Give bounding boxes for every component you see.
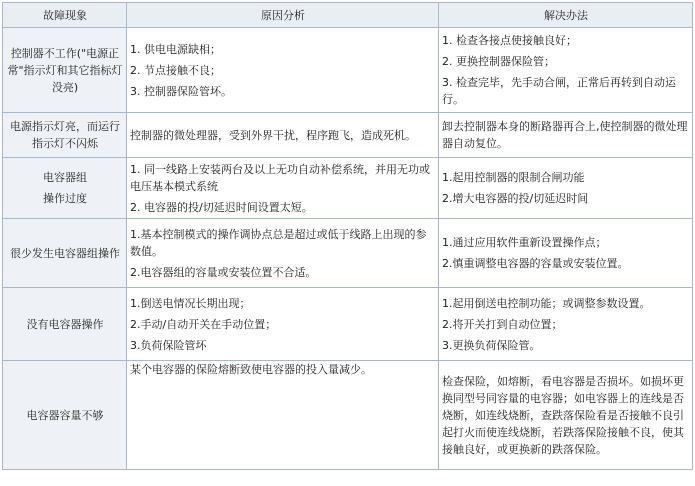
phenomenon-cell: 电容器容量不够 [3,361,127,470]
phenomenon-cell: 控制器不工作("电源正常"指示灯和其它指标灯没亮) [3,28,127,113]
solution-cell [439,28,693,113]
solution-item: 2. 更换控制器保险管； [442,55,555,68]
cause-item: 3.负荷保险管坏 [130,338,207,352]
solution-item: 1. 检查各接点使接触良好； [442,34,577,47]
phenomenon-cell: 很少发生电容器组操作 [3,219,127,288]
solution-cell [439,113,693,158]
solution-item: 2.增大电容器的投/切延迟时间 [442,192,589,205]
header-solution: 解决办法 [439,3,693,28]
table-row [3,158,693,219]
cause-item: 3. 控制器保险管坏。 [130,84,232,98]
cause-item: 2. 电容器的投/切延迟时间设置太短。 [130,200,313,214]
cause-item: 某个电容器的保险熔断致使电容器的投入量减少。 [130,363,372,376]
cause-item: 控制器的微处理器，受到外界干扰，程序跑飞，造成死机。 [130,128,416,142]
cause-item: 1. 供电电源缺相； [130,42,221,56]
solution-item: 检查保险，如熔断，看电容器是否损坏。如损坏更换同型号同容量的电容器；如电容器上的连线是否烧断，如连线烧断，查跌落保险看是否接触不良引起打火而使连线烧断，若跌落保险接触不良，使其接触良好，或更换新的跌落保险。 [442,374,684,456]
solution-item: 卸去控制器本身的断路器再合上,使控制器的微处理器自动复位。 [442,120,688,150]
cause-cell [127,158,439,219]
solution-item: 1.通过应用软件重新设置操作点； [442,236,607,249]
solution-item: 2.将开关打到自动位置； [442,317,563,331]
fault-table [2,2,693,470]
cause-cell [127,219,439,288]
header-phenomenon: 故障现象 [3,3,127,28]
table-row [3,28,693,113]
phenomenon-cell [3,158,127,219]
cause-item: 1.倒送电情况长期出现； [130,296,251,310]
phenomenon-line: 电容器组 [43,171,87,184]
cause-item: 1.基本控制模式的操作调协点总是超过或低于线路上出现的参数值。 [130,227,427,258]
cause-item: 2. 节点接触不良； [130,63,221,77]
solution-item: 3.更换负荷保险管。 [442,338,541,352]
phenomenon-line: 操作过度 [43,192,87,205]
cause-cell [127,288,439,361]
phenomenon-cell: 电源指示灯亮，而运行指示灯不闪烁 [3,113,127,158]
cause-cell [127,28,439,113]
header-cause: 原因分析 [127,3,439,28]
solution-cell [439,288,693,361]
cause-item: 2.电容器组的容量或安装位置不合适。 [130,265,317,279]
phenomenon-cell: 没有电容器操作 [3,288,127,361]
table-row [3,113,693,158]
solution-item: 3. 检查完毕，先手动合闸，正常后再转到自动运行。 [442,76,676,106]
cause-item: 2.手动/自动开关在手动位置； [130,317,277,331]
cause-cell [127,113,439,158]
cause-cell [127,361,439,470]
table-row [3,288,693,361]
solution-item: 2.慎重调整电容器的容量或安装位置。 [442,257,629,270]
solution-item: 1.起用倒送电控制功能；或调整参数设置。 [442,296,651,310]
solution-cell [439,158,693,219]
table-row [3,219,693,288]
cause-item: 1. 同一线路上安装两台及以上无功自动补偿系统，并用无功或电压基本模式系统 [130,162,430,193]
table-row [3,361,693,470]
solution-cell [439,219,693,288]
solution-cell [439,361,693,470]
header-row [3,3,693,28]
solution-item: 1.起用控制器的限制合闸功能 [442,171,585,184]
